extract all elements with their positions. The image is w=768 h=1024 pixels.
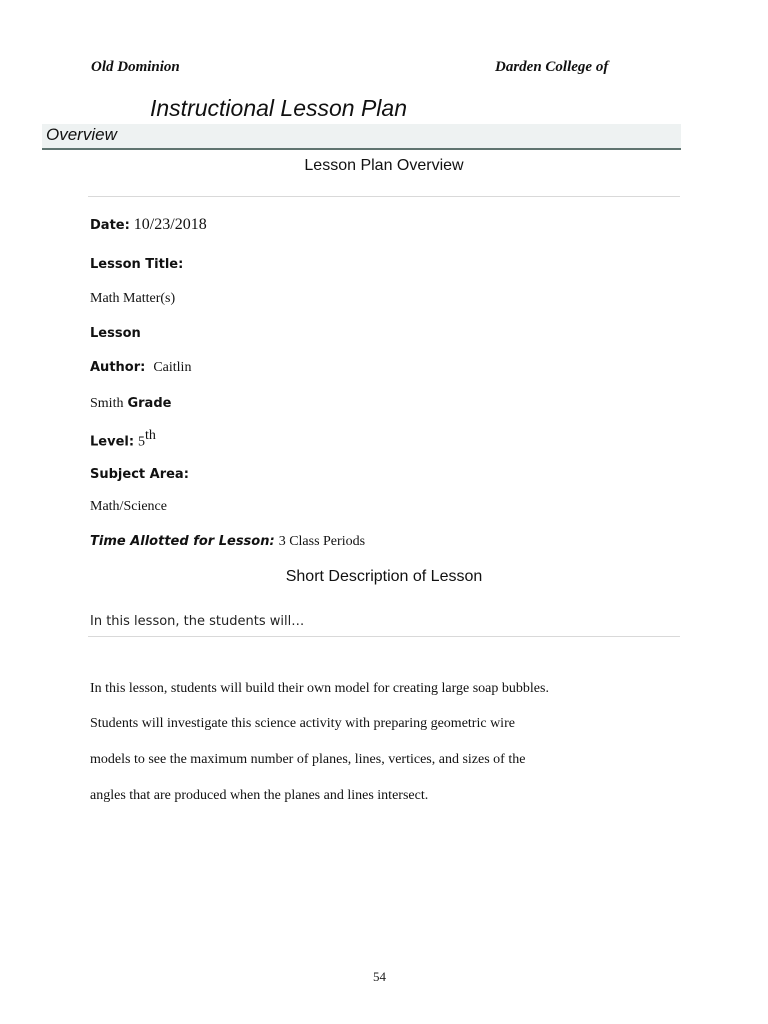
overview-section-label: Overview bbox=[46, 125, 117, 144]
level-suffix: th bbox=[145, 428, 156, 443]
author-value-cont: Smith bbox=[90, 396, 124, 411]
lesson-label-line bbox=[90, 324, 141, 342]
subject-value-line bbox=[90, 497, 167, 515]
description-line-4: angles that are produced when the planes and lines intersect. bbox=[90, 788, 429, 803]
description-line-1: In this lesson, students will build their own model for creating large soap bubbles. bbox=[90, 681, 549, 696]
time-allotted-label: Time Allotted for Lesson: bbox=[90, 534, 275, 549]
lesson-label: Lesson bbox=[90, 326, 141, 341]
subject-label-line bbox=[90, 465, 189, 483]
date-value: 10/23/2018 bbox=[133, 216, 207, 233]
description-line-2: Students will investigate this science activity with preparing geometric wire bbox=[90, 716, 515, 731]
grade-label: Grade bbox=[127, 396, 172, 411]
author-label: Author: bbox=[90, 360, 146, 375]
lesson-title-label: Lesson Title: bbox=[90, 257, 184, 272]
lesson-title-value: Math Matter(s) bbox=[90, 291, 176, 306]
level-value: 5 bbox=[138, 434, 146, 450]
subject-value: Math/Science bbox=[90, 499, 167, 514]
description-divider bbox=[88, 636, 680, 637]
description-line-3: models to see the maximum number of planes, lines, vertices, and sizes of the bbox=[90, 752, 526, 767]
overview-section-bar bbox=[42, 124, 681, 150]
lesson-plan-overview-heading: Lesson Plan Overview bbox=[304, 157, 464, 174]
time-allotted-line bbox=[90, 532, 365, 550]
author-value: Caitlin bbox=[153, 360, 192, 375]
header-right: Darden College of bbox=[495, 59, 609, 75]
short-description-heading: Short Description of Lesson bbox=[285, 568, 483, 585]
document-title: Instructional Lesson Plan bbox=[150, 95, 407, 121]
date-line bbox=[90, 216, 207, 234]
lesson-title-label-line bbox=[90, 255, 183, 273]
description-intro: In this lesson, the students will… bbox=[90, 614, 305, 629]
level-line bbox=[90, 428, 156, 450]
author-grade-line bbox=[90, 394, 171, 412]
level-label: Level: bbox=[90, 434, 135, 450]
lesson-title-value-line bbox=[90, 289, 175, 307]
header-left: Old Dominion bbox=[91, 59, 180, 75]
author-line bbox=[90, 358, 191, 376]
date-label: Date: bbox=[90, 218, 130, 233]
overview-divider bbox=[88, 196, 680, 197]
subject-label: Subject Area: bbox=[90, 467, 189, 482]
page-number: 54 bbox=[373, 969, 386, 984]
time-allotted-value: 3 Class Periods bbox=[278, 534, 366, 549]
